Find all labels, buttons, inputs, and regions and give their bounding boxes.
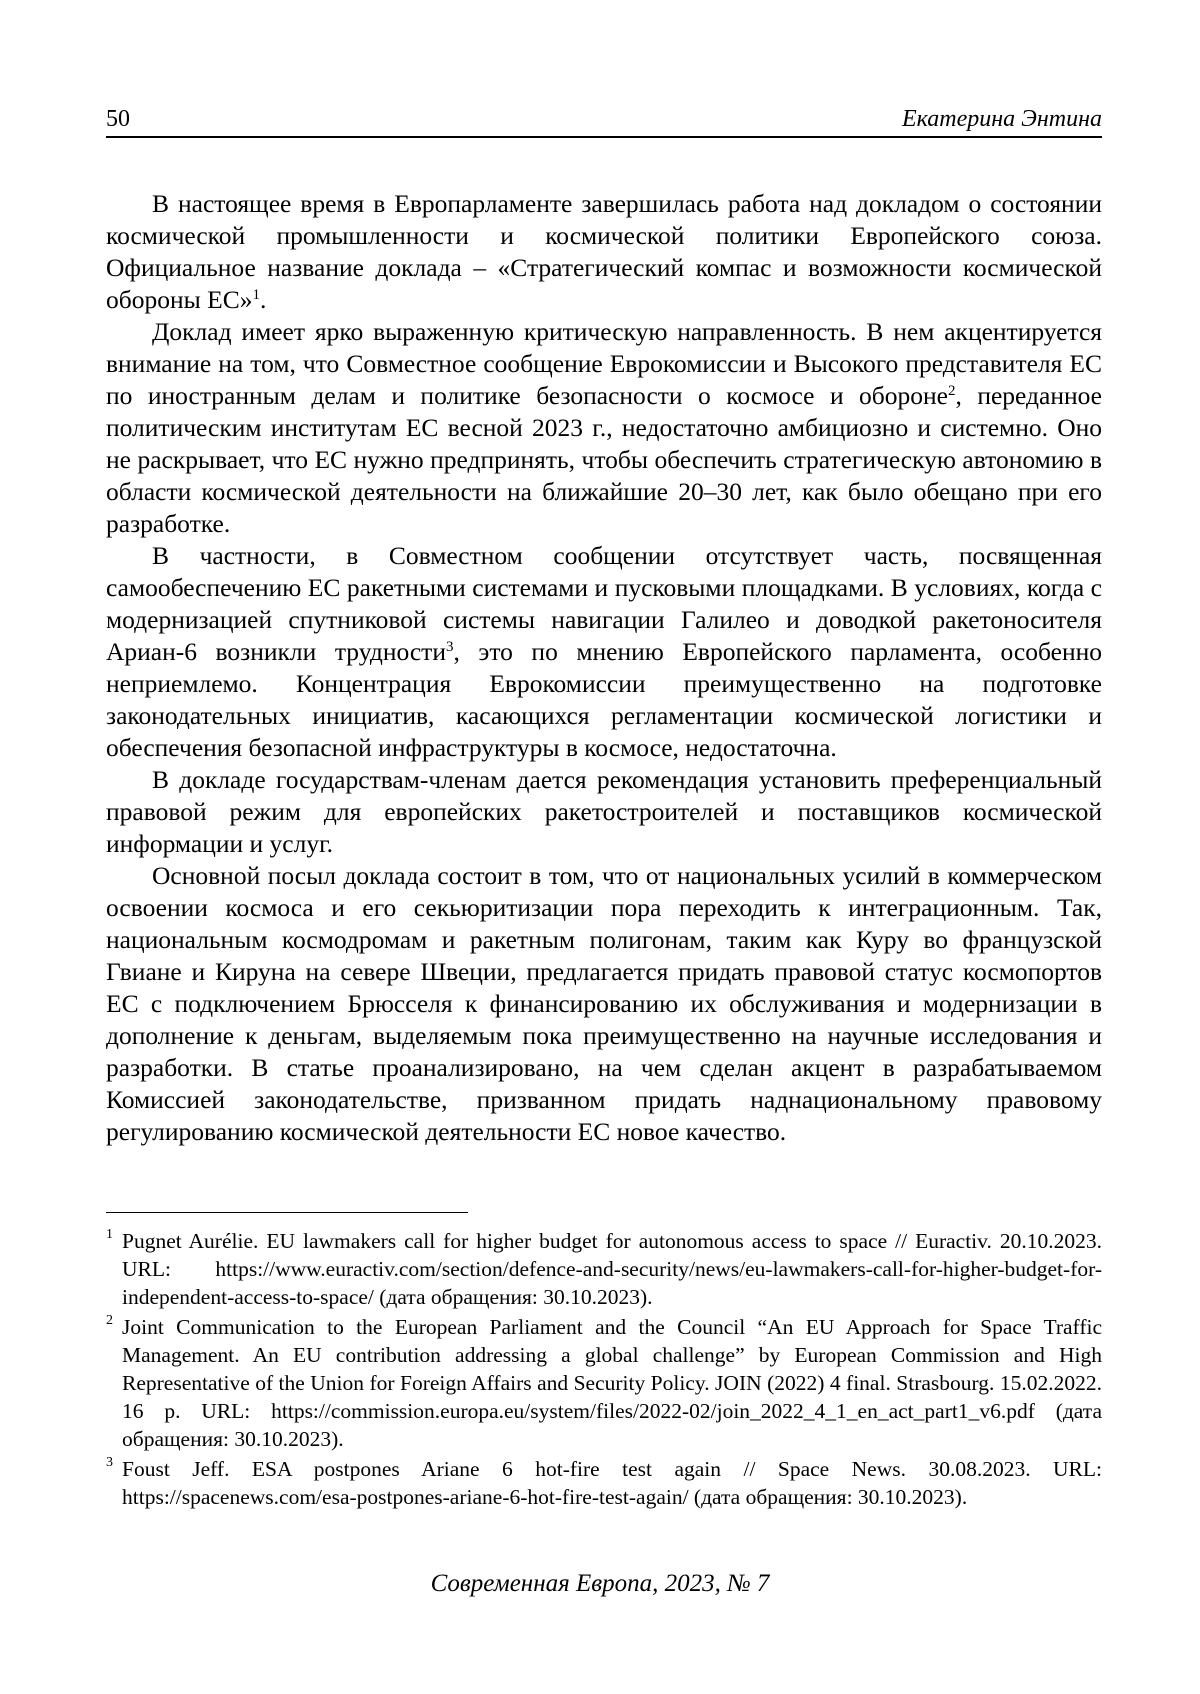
footnote-ref-3[interactable]: 3 <box>445 639 454 655</box>
paragraph-2-text-a: Доклад имеет ярко выраженную критическую направленность. В нем акцентируется внимание на том, что Совместное сообщение Еврокомиссии и Высокого представителя ЕС по иностранным делам и политике безопасности о космосе и обороне <box>106 317 1102 410</box>
document-page <box>106 96 1102 1511</box>
paragraph-1 <box>106 188 1102 316</box>
paragraph-2 <box>106 316 1102 540</box>
footnote-ref-1[interactable]: 1 <box>252 287 260 303</box>
footnote-number: 3 <box>106 1455 113 1470</box>
page-number: 50 <box>106 106 130 132</box>
running-head <box>106 96 1102 138</box>
paragraph-1-tail: . <box>259 285 267 314</box>
footnote-3 <box>106 1455 1102 1511</box>
paragraph-5: Основной посыл доклада состоит в том, что от национальных усилий в коммерческом освоении космоса и его секьюритизации пора переходить к интеграционным. Так, национальным космодромам и ракетным полигонам, таким как Куру во французской Гвиане и Кируна на севере Швеции, предлагается придать правовой статус космопортов ЕС с подключением Брюсселя к финансированию их обслуживания и модернизации в дополнение к деньгам, выделяемым пока преимущественно на научные исследования и разработки. В статье проанализировано, на чем сделан акцент в разрабатываемом Комиссией законодательстве, призванном придать наднациональному правовому регулированию космической деятельности ЕС новое качество. <box>106 861 1102 1146</box>
footnotes <box>106 1227 1102 1511</box>
body-text <box>106 188 1102 1148</box>
paragraph-1-text: В настоящее время в Европарламенте завершилась работа над докладом о состоянии космической промышленности и космической политики Европейского союза. Официальное название доклада – «Стратегический компас и возможности космической обороны ЕС» <box>106 189 1102 314</box>
paragraph-3 <box>106 540 1102 764</box>
footnote-1 <box>106 1227 1102 1311</box>
footnote-text: Joint Communication to the European Parliament and the Council “An EU Approach for Space Traffic Management. An EU contribution addressing a global challenge” by European Commission and High Representative of the Union for Foreign Affairs and Security Policy. JOIN (2022) 4 final. Strasbourg. 15.02.2022. 16 p. URL: https://commission.europa.eu/system/files/2022-02/join_2022_4_1_en_act_part1_v6.pdf (дата обращения: 30.10.2023). <box>122 1315 1102 1451</box>
journal-footer: Современная Европа, 2023, № 7 <box>430 1570 770 1597</box>
footnote-text: Foust Jeff. ESA postpones Ariane 6 hot-fire test again // Space News. 30.08.2023. URL: https://spacenews.com/esa-postpones-ariane-6-hot-fire-test-again/ (дата обращения: 30.10.2023). <box>122 1457 1102 1509</box>
author-name: Екатерина Энтина <box>901 106 1102 132</box>
paragraph-3-text-b: , это по мнению Европейского парламента, особенно неприемлемо. Концентрация Еврокомиссии преимущественно на подготовке законодательных инициатив, касающихся регламентации космической логистики и обеспечения безопасной инфраструктуры в космосе, недостаточна. <box>106 637 1102 762</box>
footnote-separator <box>106 1212 468 1213</box>
footnote-2 <box>106 1313 1102 1453</box>
footnote-number: 2 <box>106 1313 113 1328</box>
paragraph-4: В докладе государствам-членам дается рекомендация установить преференциальный правовой режим для европейских ракетостроителей и поставщиков космической информации и услуг. <box>106 765 1102 858</box>
paragraph-2-text-b: , переданное политическим институтам ЕС весной 2023 г., недостаточно амбициозно и системно. Оно не раскрывает, что ЕС нужно предпринять, чтобы обеспечить стратегическую автономию в области космической деятельности на ближайшие 20–30 лет, как было обещано при его разработке. <box>106 381 1102 538</box>
footnote-ref-2[interactable]: 2 <box>948 383 956 399</box>
paragraph-3-text-a: В частности, в Совместном сообщении отсутствует часть, посвященная самообеспечению ЕС ракетными системами и пусковыми площадками. В условиях, когда с модернизацией спутниковой системы навигации Галилео и доводкой ракетоносителя Ариан-6 возникли трудности <box>106 541 1102 666</box>
footnote-number: 1 <box>106 1227 113 1242</box>
footnote-text: Pugnet Aurélie. EU lawmakers call for higher budget for autonomous access to space // Euractiv. 20.10.2023. URL: https://www.euractiv.com/section/defence-and-security/news/eu-lawmakers-call-for-higher-budget-for-independent-access-to-space/ (дата обращения: 30.10.2023). <box>122 1229 1102 1309</box>
